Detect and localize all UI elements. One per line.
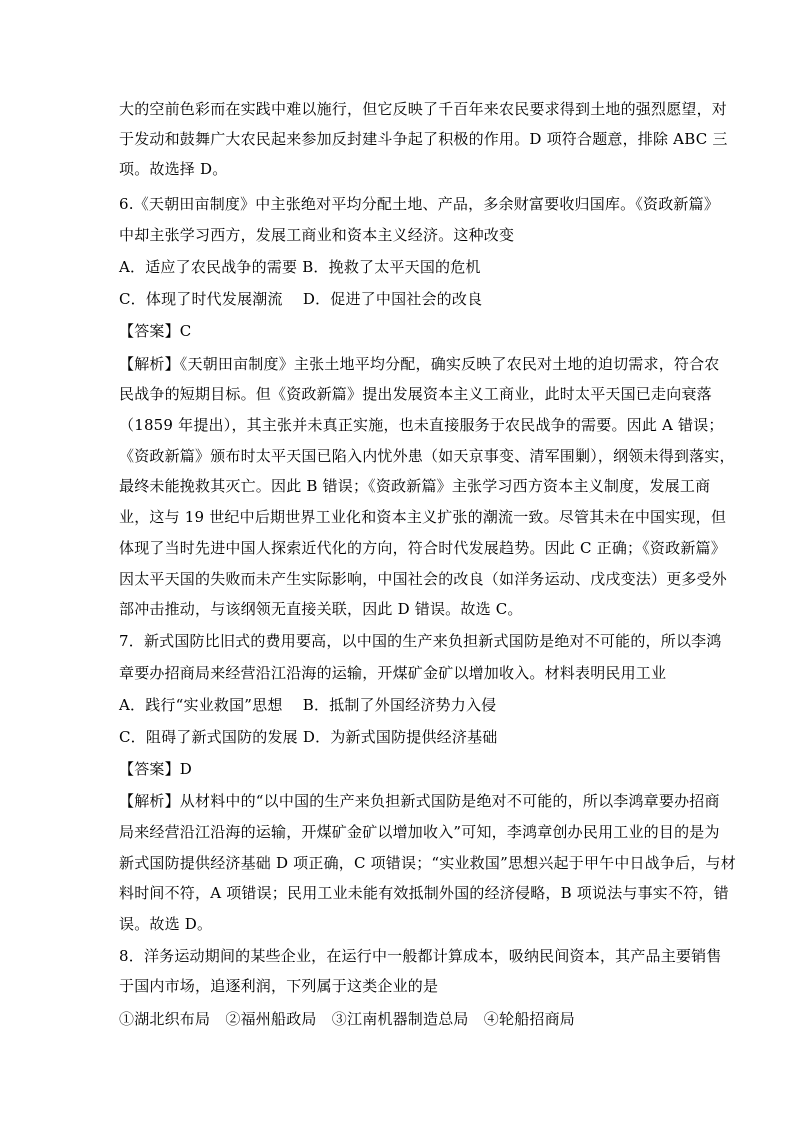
question-6-stem: 6.《天朝田亩制度》中主张绝对平均分配土地、产品，多余财富要收归国库。《资政新篇》 [119, 195, 720, 213]
question-6-analysis: 业，这与 19 世纪中后期世界工业化和资本主义扩张的潮流一致。尽管其未在中国实现，但 [119, 508, 727, 526]
question-6-stem: 中却主张学习西方，发展工商业和资本主义经济。这种改变 [119, 226, 515, 244]
text-line: 于发动和鼓舞广大农民起来参加反封建斗争起了积极的作用。D 项符合题意，排除 ABC 三 [119, 130, 728, 148]
question-7-analysis: 新式国防提供经济基础 D 项正确，C 项错误；“实业救国”思想兴起于甲午中日战争后，与材 [119, 854, 736, 872]
question-7-analysis: 【解析】从材料中的“以中国的生产来负担新式国防是绝对不可能的，所以李鸿章要办招商 [119, 792, 720, 810]
question-7-analysis: 局来经营沿江沿海的运输，开煤矿金矿以增加收入”可知，李鸿章创办民用工业的目的是为 [119, 823, 720, 841]
question-6-analysis: 【解析】《天朝田亩制度》主张土地平均分配，确实反映了农民对土地的迫切需求，符合农 [119, 355, 720, 373]
question-7-options-cd: C．阻碍了新式国防的发展 D．为新式国防提供经济基础 [119, 728, 498, 746]
question-7-stem: 7．新式国防比旧式的费用要高，以中国的生产来负担新式国防是绝对不可能的，所以李鸿 [119, 632, 722, 650]
question-8-choices: ①湖北织布局 ②福州船政局 ③江南机器制造总局 ④轮船招商局 [119, 1010, 576, 1028]
text-line: 项。故选择 D。 [119, 160, 228, 178]
text-line: 大的空前色彩而在实践中难以施行，但它反映了千百年来农民要求得到土地的强烈愿望，对 [119, 100, 728, 118]
question-6-analysis: 体现了当时先进中国人探索近代化的方向，符合时代发展趋势。因此 C 正确；《资政新篇》 [119, 539, 726, 557]
question-7-stem: 章要办招商局来经营沿江沿海的运输，开煤矿金矿以增加收入。材料表明民用工业 [119, 664, 667, 682]
question-6-analysis: 最终未能挽救其灭亡。因此 B 错误；《资政新篇》主张学习西方资本主义制度，发展工商 [119, 477, 711, 495]
question-6-analysis: 《资政新篇》颁布时太平天国已陷入内忧外患（如天京事变、清军围剿），纲领未得到落实， [119, 447, 735, 465]
question-6-analysis: 部冲击推动，与该纲领无直接关联，因此 D 错误。故选 C。 [119, 600, 523, 618]
question-6-analysis: （1859 年提出），其主张并未真正实施，也未直接服务于农民战争的需要。因此 A 错误； [119, 416, 724, 434]
question-8-stem: 于国内市场，追逐利润，下列属于这类企业的是 [119, 977, 439, 995]
question-6-answer: 【答案】C [119, 322, 192, 340]
question-7-answer: 【答案】D [119, 760, 193, 778]
question-7-analysis: 料时间不符，A 项错误；民用工业未能有效抵制外国的经济侵略，B 项说法与事实不符，错 [119, 884, 729, 902]
question-7-options-ab: A．践行“实业救国”思想 B．抵制了外国经济势力入侵 [119, 696, 497, 714]
question-7-analysis: 误。故选 D。 [119, 915, 213, 933]
question-6-options-cd: C．体现了时代发展潮流 D．促进了中国社会的改良 [119, 290, 483, 308]
question-6-options-ab: A．适应了农民战争的需要 B．挽救了太平天国的危机 [119, 258, 481, 276]
question-6-analysis: 因太平天国的失败而未产生实际影响，中国社会的改良（如洋务运动、戊戌变法）更多受外 [119, 570, 728, 588]
question-8-stem: 8．洋务运动期间的某些企业，在运行中一般都计算成本，吸纳民间资本，其产品主要销售 [119, 947, 722, 965]
question-6-analysis: 民战争的短期目标。但《资政新篇》提出发展资本主义工商业，此时太平天国已走向衰落 [119, 385, 712, 403]
